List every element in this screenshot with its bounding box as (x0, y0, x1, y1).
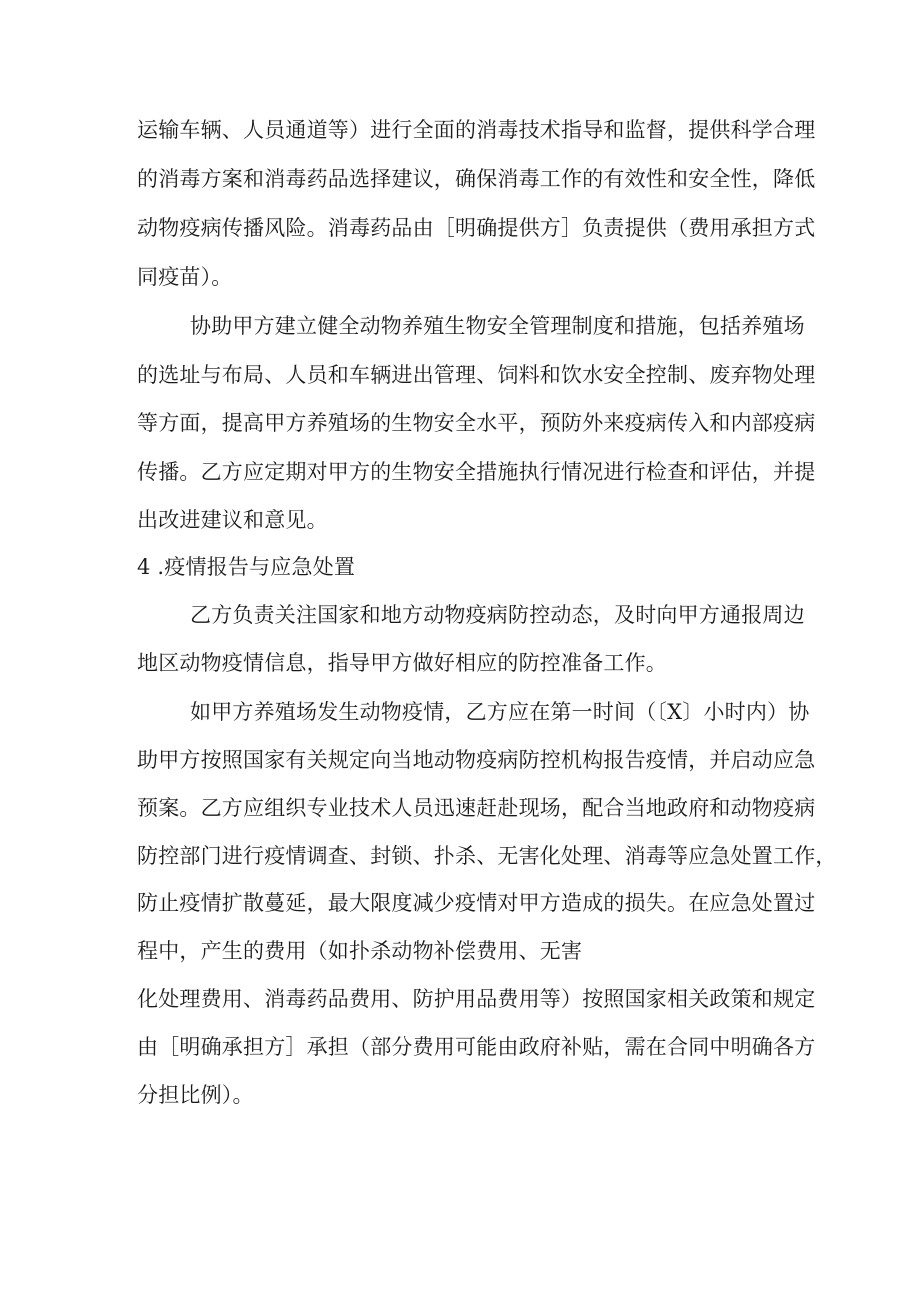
text-line: 化处理费用、消毒药品费用、防护用品费用等）按照国家相关政策和规定 (137, 987, 816, 1011)
text-line: 动物疫病传播风险。消毒药品由［明确提供方］负责提供（费用承担方式 (137, 216, 816, 240)
text-line: 同疫苗）。 (137, 265, 233, 289)
text-line: 由［明确承担方］承担（部分费用可能由政府补贴，需在合同中明确各方 (137, 1035, 816, 1059)
text-line: 等方面，提高甲方养殖场的生物安全水平，预防外来疫病传入和内部疫病 (137, 411, 816, 435)
text-line: 协助甲方建立健全动物养殖生物安全管理制度和措施，包括养殖场 (190, 314, 805, 338)
section-heading: 4 .疫情报告与应急处置 (137, 555, 356, 579)
text-line: 传播。乙方应定期对甲方的生物安全措施执行情况进行检查和评估，并提 (137, 460, 816, 484)
text-line: 预案。乙方应组织专业技术人员迅速赶赴现场，配合当地政府和动物疫病 (137, 796, 816, 820)
text-line: 的选址与布局、人员和车辆进出管理、饲料和饮水安全控制、废弃物处理 (137, 363, 816, 387)
text-line: 程中，产生的费用（如扑杀动物补偿费用、无害 (137, 939, 583, 963)
text-line: 乙方负责关注国家和地方动物疫病防控动态，及时向甲方通报周边 (190, 603, 805, 627)
text-line: 助甲方按照国家有关规定向当地动物疫病防控机构报告疫情，并启动应急 (137, 748, 816, 772)
text-line: 如甲方养殖场发生动物疫情，乙方应在第一时间（〔X〕小时内）协 (190, 700, 810, 724)
text-line: 防止疫情扩散蔓延，最大限度减少疫情对甲方造成的损失。在应急处置过 (137, 891, 816, 915)
text-line: 出改进建议和意见。 (137, 508, 328, 532)
text-line: 防控部门进行疫情调查、封锁、扑杀、无害化处理、消毒等应急处置工作， (137, 844, 837, 868)
text-line: 的消毒方案和消毒药品选择建议，确保消毒工作的有效性和安全性，降低 (137, 167, 816, 191)
text-line: 运输车辆、人员通道等）进行全面的消毒技术指导和监督，提供科学合理 (137, 118, 816, 142)
text-line: 分担比例）。 (137, 1083, 254, 1107)
text-line: 地区动物疫情信息，指导甲方做好相应的防控准备工作。 (137, 651, 667, 675)
